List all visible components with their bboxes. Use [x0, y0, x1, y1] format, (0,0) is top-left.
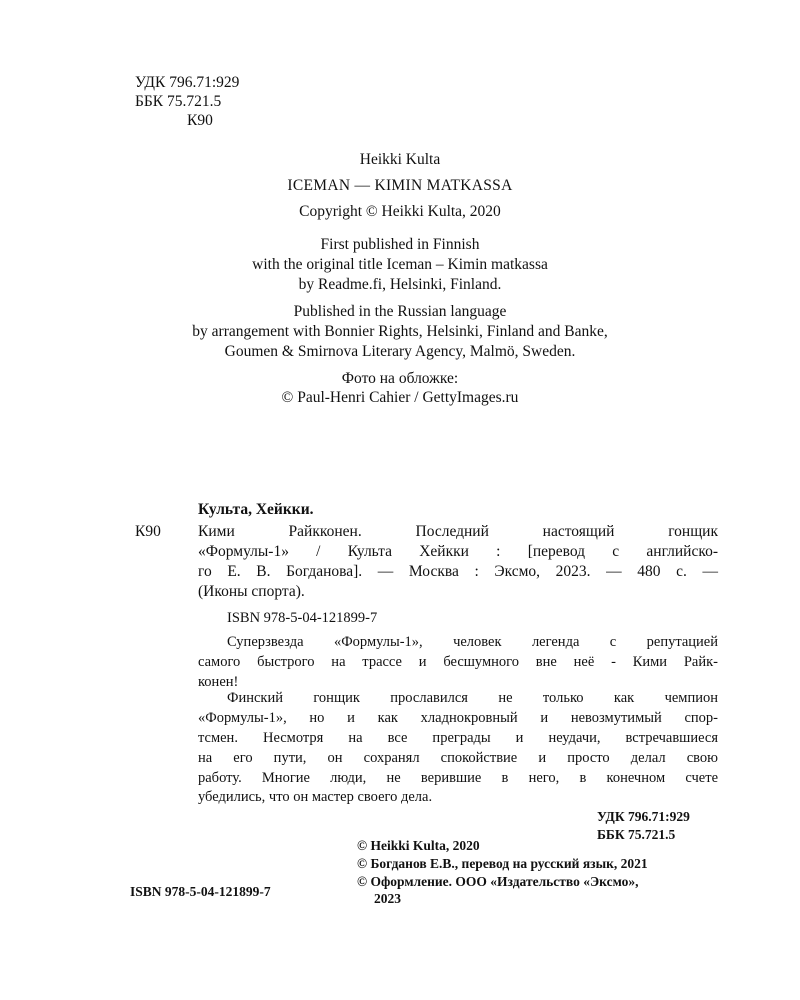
- annotation-line: работу. Многие люди, не верившие в него, в конечном счете: [198, 770, 718, 786]
- russian-publication-line: Goumen & Smirnova Literary Agency, Malmö, Sweden.: [224, 343, 576, 360]
- footer-copyright: © Heikki Kulta, 2020: [357, 838, 480, 853]
- footer-isbn: ISBN 978-5-04-121899-7: [130, 884, 271, 899]
- bibliographic-line: Кими Райкконен. Последний настоящий гонщик: [198, 523, 718, 540]
- cover-photo-credit: © Paul-Henri Cahier / GettyImages.ru: [281, 389, 519, 406]
- bibliographic-line: «Формулы-1» / Культа Хейкки : [перевод с английско-: [198, 543, 718, 560]
- first-published-line: with the original title Iceman – Kimin matkassa: [252, 256, 548, 273]
- annotation-line: на его пути, он сохранял спокойствие и просто делал свою: [198, 750, 718, 766]
- footer-copyright: © Оформление. ООО «Издательство «Эксмо»,: [357, 874, 639, 889]
- annotation-line: тсмен. Несмотря на все преграды и неудачи, встречавшиеся: [198, 730, 718, 746]
- author-mark: К90: [187, 112, 213, 129]
- catalog-udk: УДК 796.71:929: [597, 809, 690, 824]
- annotation-line: конен!: [198, 674, 239, 690]
- catalog-bbk: ББК 75.721.5: [597, 827, 676, 842]
- footer-copyright: 2023: [374, 891, 401, 906]
- annotation-line: самого быстрого на трассе и бесшумного вне неё - Кими Райк-: [198, 654, 718, 670]
- copyright-line: Copyright © Heikki Kulta, 2020: [299, 203, 501, 220]
- cover-photo-label: Фото на обложке:: [341, 370, 459, 387]
- russian-publication-line: Published in the Russian language: [293, 303, 507, 320]
- udk-code: УДК 796.71:929: [135, 74, 240, 91]
- catalog-isbn: ISBN 978-5-04-121899-7: [227, 610, 378, 626]
- original-author: Heikki Kulta: [359, 151, 441, 168]
- bibliographic-line: (Иконы спорта).: [198, 583, 305, 600]
- footer-copyright: © Богданов Е.В., перевод на русский язык, 2021: [357, 856, 648, 871]
- first-published-line: First published in Finnish: [320, 236, 480, 253]
- bbk-code: ББК 75.721.5: [135, 93, 222, 110]
- catalog-mark: К90: [135, 523, 161, 540]
- bibliographic-line: го Е. В. Богданова]. — Москва : Эксмо, 2023. — 480 с. —: [198, 563, 718, 580]
- annotation-line: Суперзвезда «Формулы-1», человек легенда с репутацией: [227, 634, 718, 650]
- annotation-line: «Формулы-1», но и как хладнокровный и невозмутимый спор-: [198, 710, 718, 726]
- annotation-line: Финский гонщик прославился не только как чемпион: [227, 690, 718, 706]
- catalog-heading: Культа, Хейкки.: [198, 501, 314, 518]
- original-title: ICEMAN — KIMIN MATKASSA: [287, 177, 513, 194]
- annotation-line: убедились, что он мастер своего дела.: [198, 789, 433, 805]
- russian-publication-line: by arrangement with Bonnier Rights, Helsinki, Finland and Banke,: [192, 323, 608, 340]
- first-published-line: by Readme.fi, Helsinki, Finland.: [298, 276, 502, 293]
